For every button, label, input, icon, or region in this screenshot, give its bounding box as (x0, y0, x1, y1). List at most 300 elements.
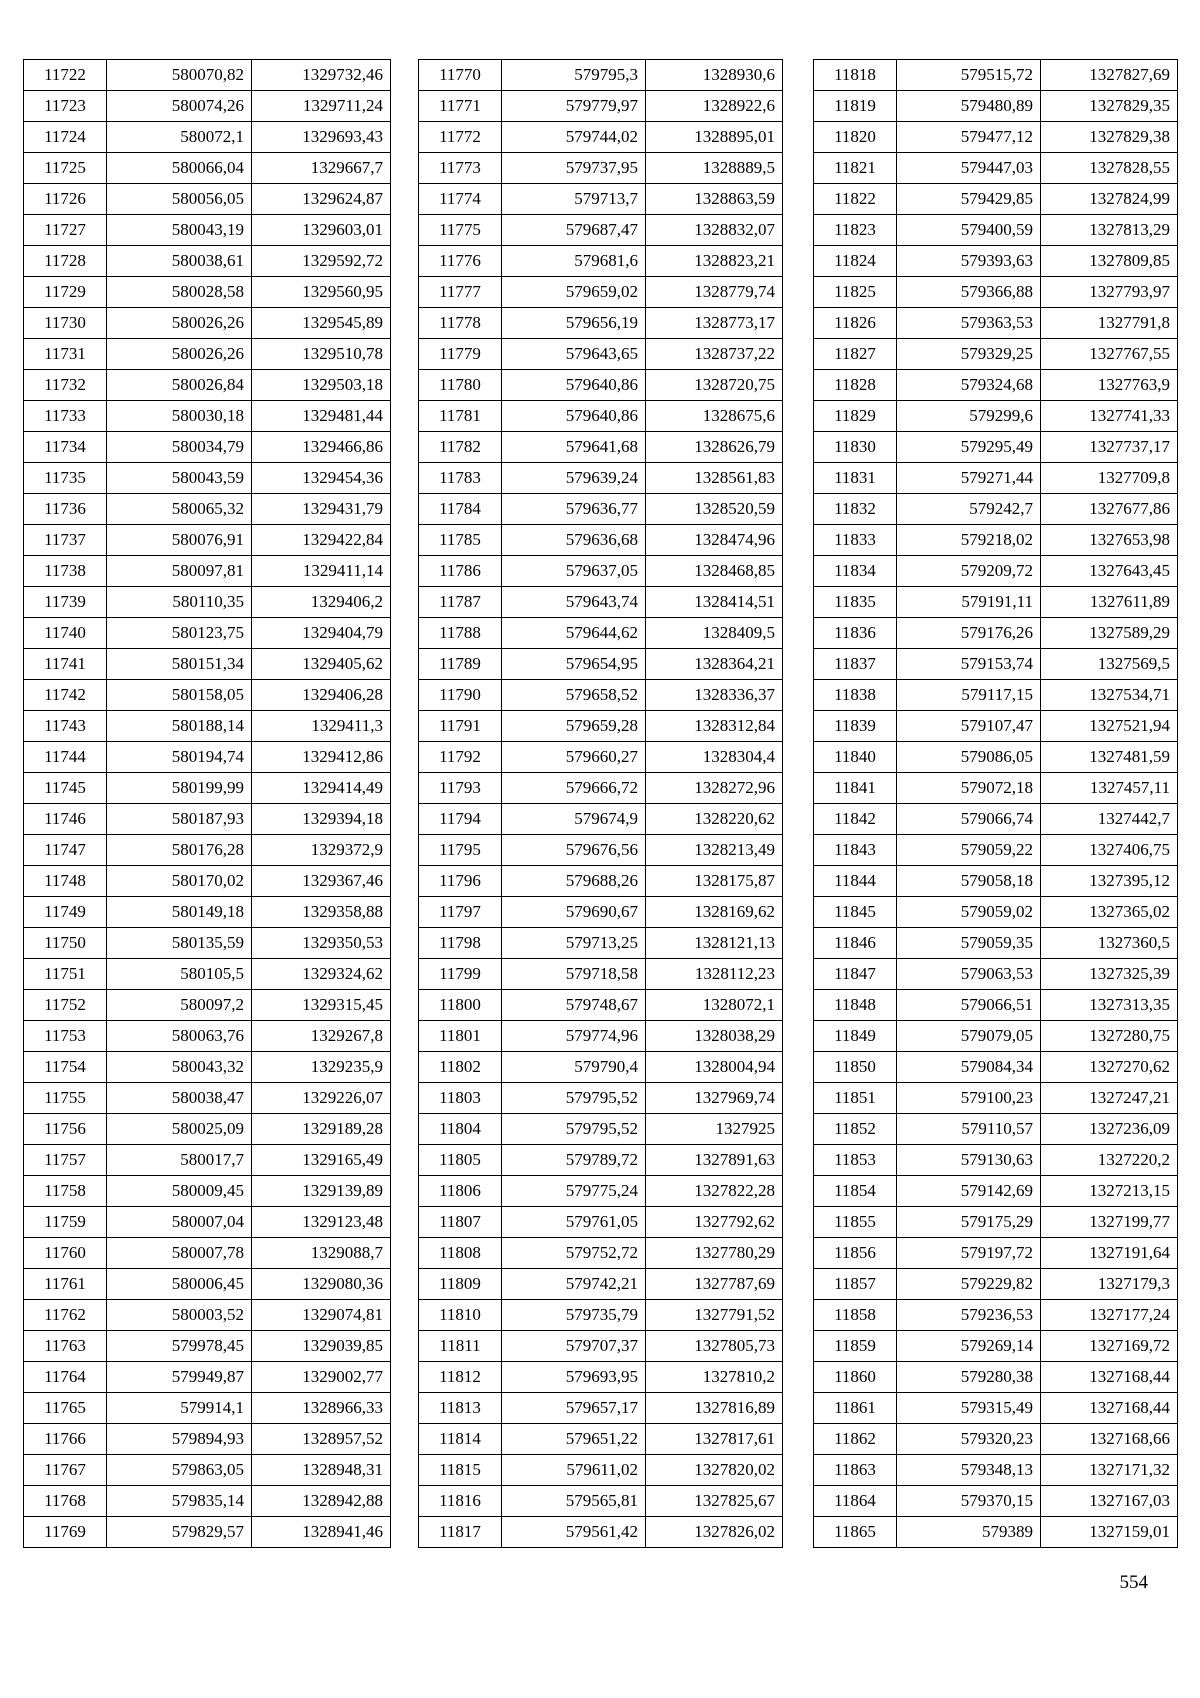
point-number-cell: 11742 (24, 680, 107, 711)
point-number-cell: 11855 (814, 1207, 897, 1238)
table-row (419, 1362, 783, 1393)
y-coordinate-cell: 1327365,02 (1041, 897, 1178, 928)
y-coordinate-cell: 1328895,01 (646, 122, 783, 153)
table-row (24, 308, 391, 339)
table-row (419, 401, 783, 432)
y-coordinate-cell: 1329422,84 (252, 525, 391, 556)
point-number-cell: 11779 (419, 339, 502, 370)
y-coordinate-cell: 1329414,49 (252, 773, 391, 804)
y-coordinate-cell: 1327780,29 (646, 1238, 783, 1269)
point-number-cell: 11819 (814, 91, 897, 122)
point-number-cell: 11785 (419, 525, 502, 556)
x-coordinate-cell: 579795,52 (502, 1114, 646, 1145)
x-coordinate-cell: 579644,62 (502, 618, 646, 649)
y-coordinate-cell: 1328121,13 (646, 928, 783, 959)
x-coordinate-cell: 580026,84 (107, 370, 252, 401)
y-coordinate-cell: 1327653,98 (1041, 525, 1178, 556)
x-coordinate-cell: 579393,63 (897, 246, 1041, 277)
x-coordinate-cell: 580063,76 (107, 1021, 252, 1052)
y-coordinate-cell: 1328364,21 (646, 649, 783, 680)
x-coordinate-cell: 580097,81 (107, 556, 252, 587)
point-number-cell: 11791 (419, 711, 502, 742)
table-row (419, 91, 783, 122)
point-number-cell: 11751 (24, 959, 107, 990)
x-coordinate-cell: 579066,74 (897, 804, 1041, 835)
y-coordinate-cell: 1327827,69 (1041, 60, 1178, 91)
y-coordinate-cell: 1327199,77 (1041, 1207, 1178, 1238)
point-number-cell: 11817 (419, 1517, 502, 1548)
y-coordinate-cell: 1328675,6 (646, 401, 783, 432)
y-coordinate-cell: 1328832,07 (646, 215, 783, 246)
table-row (814, 742, 1178, 773)
y-coordinate-cell: 1327220,2 (1041, 1145, 1178, 1176)
y-coordinate-cell: 1329431,79 (252, 494, 391, 525)
point-number-cell: 11762 (24, 1300, 107, 1331)
x-coordinate-cell: 580176,28 (107, 835, 252, 866)
x-coordinate-cell: 579978,45 (107, 1331, 252, 1362)
y-coordinate-cell: 1327805,73 (646, 1331, 783, 1362)
x-coordinate-cell: 579400,59 (897, 215, 1041, 246)
y-coordinate-cell: 1329667,7 (252, 153, 391, 184)
x-coordinate-cell: 580066,04 (107, 153, 252, 184)
x-coordinate-cell: 579348,13 (897, 1455, 1041, 1486)
y-coordinate-cell: 1328272,96 (646, 773, 783, 804)
table-row (419, 649, 783, 680)
point-number-cell: 11848 (814, 990, 897, 1021)
x-coordinate-cell: 579718,58 (502, 959, 646, 990)
x-coordinate-cell: 580158,05 (107, 680, 252, 711)
point-number-cell: 11733 (24, 401, 107, 432)
y-coordinate-cell: 1329235,9 (252, 1052, 391, 1083)
x-coordinate-cell: 579688,26 (502, 866, 646, 897)
point-number-cell: 11796 (419, 866, 502, 897)
x-coordinate-cell: 579659,02 (502, 277, 646, 308)
point-number-cell: 11816 (419, 1486, 502, 1517)
table-row (814, 1393, 1178, 1424)
table-row (24, 1021, 391, 1052)
x-coordinate-cell: 579059,02 (897, 897, 1041, 928)
point-number-cell: 11760 (24, 1238, 107, 1269)
x-coordinate-cell: 579363,53 (897, 308, 1041, 339)
table-row (24, 1238, 391, 1269)
x-coordinate-cell: 579086,05 (897, 742, 1041, 773)
point-number-cell: 11737 (24, 525, 107, 556)
y-coordinate-cell: 1329603,01 (252, 215, 391, 246)
x-coordinate-cell: 579779,97 (502, 91, 646, 122)
point-number-cell: 11782 (419, 432, 502, 463)
y-coordinate-cell: 1329394,18 (252, 804, 391, 835)
table-row (24, 897, 391, 928)
point-number-cell: 11732 (24, 370, 107, 401)
point-number-cell: 11729 (24, 277, 107, 308)
table-row (419, 866, 783, 897)
x-coordinate-cell: 579775,24 (502, 1176, 646, 1207)
table-row (814, 928, 1178, 959)
table-row (419, 1052, 783, 1083)
y-coordinate-cell: 1327791,8 (1041, 308, 1178, 339)
y-coordinate-cell: 1327969,74 (646, 1083, 783, 1114)
point-number-cell: 11833 (814, 525, 897, 556)
x-coordinate-cell: 579676,56 (502, 835, 646, 866)
table-row (419, 60, 783, 91)
point-number-cell: 11798 (419, 928, 502, 959)
point-number-cell: 11822 (814, 184, 897, 215)
y-coordinate-cell: 1327167,03 (1041, 1486, 1178, 1517)
table-row (419, 432, 783, 463)
table-row (24, 401, 391, 432)
point-number-cell: 11734 (24, 432, 107, 463)
point-number-cell: 11805 (419, 1145, 502, 1176)
point-number-cell: 11755 (24, 1083, 107, 1114)
x-coordinate-cell: 579389 (897, 1517, 1041, 1548)
point-number-cell: 11811 (419, 1331, 502, 1362)
point-number-cell: 11820 (814, 122, 897, 153)
x-coordinate-cell: 579315,49 (897, 1393, 1041, 1424)
y-coordinate-cell: 1327792,62 (646, 1207, 783, 1238)
table-row (419, 463, 783, 494)
y-coordinate-cell: 1327828,55 (1041, 153, 1178, 184)
x-coordinate-cell: 579429,85 (897, 184, 1041, 215)
point-number-cell: 11836 (814, 618, 897, 649)
y-coordinate-cell: 1329411,3 (252, 711, 391, 742)
point-number-cell: 11854 (814, 1176, 897, 1207)
table-row (814, 990, 1178, 1021)
point-number-cell: 11741 (24, 649, 107, 680)
table-row (814, 1145, 1178, 1176)
point-number-cell: 11837 (814, 649, 897, 680)
x-coordinate-cell: 579191,11 (897, 587, 1041, 618)
y-coordinate-cell: 1328414,51 (646, 587, 783, 618)
y-coordinate-cell: 1329481,44 (252, 401, 391, 432)
x-coordinate-cell: 580043,59 (107, 463, 252, 494)
point-number-cell: 11728 (24, 246, 107, 277)
y-coordinate-cell: 1327826,02 (646, 1517, 783, 1548)
x-coordinate-cell: 579059,22 (897, 835, 1041, 866)
point-number-cell: 11753 (24, 1021, 107, 1052)
point-number-cell: 11725 (24, 153, 107, 184)
x-coordinate-cell: 579752,72 (502, 1238, 646, 1269)
table-row (419, 215, 783, 246)
table-row (24, 184, 391, 215)
y-coordinate-cell: 1328038,29 (646, 1021, 783, 1052)
y-coordinate-cell: 1328520,59 (646, 494, 783, 525)
y-coordinate-cell: 1329189,28 (252, 1114, 391, 1145)
table-row (814, 804, 1178, 835)
x-coordinate-cell: 580043,19 (107, 215, 252, 246)
point-number-cell: 11776 (419, 246, 502, 277)
table-row (24, 1269, 391, 1300)
y-coordinate-cell: 1327168,66 (1041, 1424, 1178, 1455)
table-row (24, 122, 391, 153)
table-row (814, 649, 1178, 680)
point-number-cell: 11775 (419, 215, 502, 246)
x-coordinate-cell: 579066,51 (897, 990, 1041, 1021)
x-coordinate-cell: 579707,37 (502, 1331, 646, 1362)
table-row (814, 711, 1178, 742)
table-row (814, 153, 1178, 184)
x-coordinate-cell: 579280,38 (897, 1362, 1041, 1393)
x-coordinate-cell: 579863,05 (107, 1455, 252, 1486)
x-coordinate-cell: 579735,79 (502, 1300, 646, 1331)
point-number-cell: 11761 (24, 1269, 107, 1300)
point-number-cell: 11771 (419, 91, 502, 122)
point-number-cell: 11843 (814, 835, 897, 866)
y-coordinate-cell: 1329510,78 (252, 339, 391, 370)
table-row (814, 308, 1178, 339)
x-coordinate-cell: 579480,89 (897, 91, 1041, 122)
x-coordinate-cell: 579690,67 (502, 897, 646, 928)
table-row (419, 773, 783, 804)
y-coordinate-cell: 1329503,18 (252, 370, 391, 401)
point-number-cell: 11743 (24, 711, 107, 742)
table-row (24, 1114, 391, 1145)
point-number-cell: 11772 (419, 122, 502, 153)
x-coordinate-cell: 579175,29 (897, 1207, 1041, 1238)
point-number-cell: 11839 (814, 711, 897, 742)
coordinate-tables (0, 59, 1200, 1557)
y-coordinate-cell: 1327521,94 (1041, 711, 1178, 742)
table-row (814, 463, 1178, 494)
x-coordinate-cell: 579107,47 (897, 711, 1041, 742)
x-coordinate-cell: 580028,58 (107, 277, 252, 308)
table-row (814, 525, 1178, 556)
point-number-cell: 11865 (814, 1517, 897, 1548)
point-number-cell: 11726 (24, 184, 107, 215)
table-row (419, 618, 783, 649)
y-coordinate-cell: 1328561,83 (646, 463, 783, 494)
point-number-cell: 11835 (814, 587, 897, 618)
x-coordinate-cell: 580110,35 (107, 587, 252, 618)
table-row (419, 494, 783, 525)
point-number-cell: 11780 (419, 370, 502, 401)
point-number-cell: 11859 (814, 1331, 897, 1362)
table-row (814, 1331, 1178, 1362)
y-coordinate-cell: 1327236,09 (1041, 1114, 1178, 1145)
y-coordinate-cell: 1329074,81 (252, 1300, 391, 1331)
table-row (814, 1424, 1178, 1455)
x-coordinate-cell: 580009,45 (107, 1176, 252, 1207)
point-number-cell: 11823 (814, 215, 897, 246)
table-row (814, 1052, 1178, 1083)
table-row (419, 928, 783, 959)
x-coordinate-cell: 580038,47 (107, 1083, 252, 1114)
y-coordinate-cell: 1327168,44 (1041, 1362, 1178, 1393)
point-number-cell: 11748 (24, 866, 107, 897)
table-row (814, 959, 1178, 990)
x-coordinate-cell: 579242,7 (897, 494, 1041, 525)
point-number-cell: 11827 (814, 339, 897, 370)
y-coordinate-cell: 1327191,64 (1041, 1238, 1178, 1269)
point-number-cell: 11724 (24, 122, 107, 153)
table-row (419, 277, 783, 308)
x-coordinate-cell: 579681,6 (502, 246, 646, 277)
table-row (419, 959, 783, 990)
x-coordinate-cell: 579058,18 (897, 866, 1041, 897)
point-number-cell: 11861 (814, 1393, 897, 1424)
table-row (24, 246, 391, 277)
table-row (419, 1455, 783, 1486)
point-number-cell: 11842 (814, 804, 897, 835)
y-coordinate-cell: 1327825,67 (646, 1486, 783, 1517)
x-coordinate-cell: 579153,74 (897, 649, 1041, 680)
y-coordinate-cell: 1327177,24 (1041, 1300, 1178, 1331)
point-number-cell: 11818 (814, 60, 897, 91)
table-row (814, 1486, 1178, 1517)
x-coordinate-cell: 579197,72 (897, 1238, 1041, 1269)
y-coordinate-cell: 1327767,55 (1041, 339, 1178, 370)
x-coordinate-cell: 580097,2 (107, 990, 252, 1021)
table-row (24, 153, 391, 184)
y-coordinate-cell: 1327643,45 (1041, 556, 1178, 587)
point-number-cell: 11788 (419, 618, 502, 649)
y-coordinate-cell: 1328889,5 (646, 153, 783, 184)
point-number-cell: 11758 (24, 1176, 107, 1207)
x-coordinate-cell: 579117,15 (897, 680, 1041, 711)
x-coordinate-cell: 579299,6 (897, 401, 1041, 432)
y-coordinate-cell: 1329405,62 (252, 649, 391, 680)
table-row (814, 432, 1178, 463)
coordinate-table-2 (418, 59, 783, 1548)
point-number-cell: 11829 (814, 401, 897, 432)
x-coordinate-cell: 579640,86 (502, 401, 646, 432)
x-coordinate-cell: 580007,04 (107, 1207, 252, 1238)
x-coordinate-cell: 579370,15 (897, 1486, 1041, 1517)
table-row (814, 1176, 1178, 1207)
y-coordinate-cell: 1328922,6 (646, 91, 783, 122)
x-coordinate-cell: 579320,23 (897, 1424, 1041, 1455)
point-number-cell: 11844 (814, 866, 897, 897)
table-row (24, 835, 391, 866)
x-coordinate-cell: 580007,78 (107, 1238, 252, 1269)
point-number-cell: 11857 (814, 1269, 897, 1300)
x-coordinate-cell: 580072,1 (107, 122, 252, 153)
point-number-cell: 11809 (419, 1269, 502, 1300)
x-coordinate-cell: 579059,35 (897, 928, 1041, 959)
table-row (419, 246, 783, 277)
table-row (419, 1238, 783, 1269)
x-coordinate-cell: 579742,21 (502, 1269, 646, 1300)
table-row (24, 1455, 391, 1486)
y-coordinate-cell: 1327817,61 (646, 1424, 783, 1455)
point-number-cell: 11766 (24, 1424, 107, 1455)
y-coordinate-cell: 1327159,01 (1041, 1517, 1178, 1548)
y-coordinate-cell: 1328468,85 (646, 556, 783, 587)
y-coordinate-cell: 1329412,86 (252, 742, 391, 773)
y-coordinate-cell: 1327925 (646, 1114, 783, 1145)
point-number-cell: 11783 (419, 463, 502, 494)
table-row (24, 959, 391, 990)
y-coordinate-cell: 1327325,39 (1041, 959, 1178, 990)
x-coordinate-cell: 580043,32 (107, 1052, 252, 1083)
table-row (419, 1207, 783, 1238)
point-number-cell: 11812 (419, 1362, 502, 1393)
y-coordinate-cell: 1327816,89 (646, 1393, 783, 1424)
x-coordinate-cell: 579561,42 (502, 1517, 646, 1548)
table-row (24, 990, 391, 1021)
y-coordinate-cell: 1329545,89 (252, 308, 391, 339)
x-coordinate-cell: 579565,81 (502, 1486, 646, 1517)
y-coordinate-cell: 1327313,35 (1041, 990, 1178, 1021)
x-coordinate-cell: 579949,87 (107, 1362, 252, 1393)
point-number-cell: 11840 (814, 742, 897, 773)
x-coordinate-cell: 579713,7 (502, 184, 646, 215)
y-coordinate-cell: 1328112,23 (646, 959, 783, 990)
table-row (814, 1455, 1178, 1486)
y-coordinate-cell: 1327829,35 (1041, 91, 1178, 122)
x-coordinate-cell: 580151,34 (107, 649, 252, 680)
x-coordinate-cell: 579693,95 (502, 1362, 646, 1393)
point-number-cell: 11730 (24, 308, 107, 339)
table-row (419, 153, 783, 184)
x-coordinate-cell: 579674,9 (502, 804, 646, 835)
y-coordinate-cell: 1327406,75 (1041, 835, 1178, 866)
point-number-cell: 11815 (419, 1455, 502, 1486)
point-number-cell: 11826 (814, 308, 897, 339)
x-coordinate-cell: 579687,47 (502, 215, 646, 246)
y-coordinate-cell: 1329358,88 (252, 897, 391, 928)
point-number-cell: 11774 (419, 184, 502, 215)
y-coordinate-cell: 1328072,1 (646, 990, 783, 1021)
table-row (814, 215, 1178, 246)
x-coordinate-cell: 580194,74 (107, 742, 252, 773)
y-coordinate-cell: 1328930,6 (646, 60, 783, 91)
y-coordinate-cell: 1329624,87 (252, 184, 391, 215)
point-number-cell: 11793 (419, 773, 502, 804)
point-number-cell: 11825 (814, 277, 897, 308)
table-row (24, 1517, 391, 1548)
point-number-cell: 11789 (419, 649, 502, 680)
point-number-cell: 11800 (419, 990, 502, 1021)
point-number-cell: 11830 (814, 432, 897, 463)
table-row (814, 866, 1178, 897)
point-number-cell: 11744 (24, 742, 107, 773)
y-coordinate-cell: 1328220,62 (646, 804, 783, 835)
point-number-cell: 11786 (419, 556, 502, 587)
x-coordinate-cell: 579329,25 (897, 339, 1041, 370)
x-coordinate-cell: 579063,53 (897, 959, 1041, 990)
y-coordinate-cell: 1329560,95 (252, 277, 391, 308)
y-coordinate-cell: 1329039,85 (252, 1331, 391, 1362)
table-row (814, 494, 1178, 525)
point-number-cell: 11787 (419, 587, 502, 618)
point-number-cell: 11850 (814, 1052, 897, 1083)
table-row (814, 122, 1178, 153)
table-row (24, 618, 391, 649)
point-number-cell: 11790 (419, 680, 502, 711)
y-coordinate-cell: 1327787,69 (646, 1269, 783, 1300)
table-row (24, 1362, 391, 1393)
x-coordinate-cell: 580105,5 (107, 959, 252, 990)
table-row (419, 525, 783, 556)
y-coordinate-cell: 1329411,14 (252, 556, 391, 587)
x-coordinate-cell: 579072,18 (897, 773, 1041, 804)
table-row (24, 1393, 391, 1424)
x-coordinate-cell: 579666,72 (502, 773, 646, 804)
table-row (24, 680, 391, 711)
point-number-cell: 11752 (24, 990, 107, 1021)
x-coordinate-cell: 580070,82 (107, 60, 252, 91)
x-coordinate-cell: 579660,27 (502, 742, 646, 773)
table-row (419, 184, 783, 215)
y-coordinate-cell: 1327168,44 (1041, 1393, 1178, 1424)
point-number-cell: 11759 (24, 1207, 107, 1238)
x-coordinate-cell: 579657,17 (502, 1393, 646, 1424)
y-coordinate-cell: 1329226,07 (252, 1083, 391, 1114)
table-row (24, 339, 391, 370)
point-number-cell: 11727 (24, 215, 107, 246)
y-coordinate-cell: 1327791,52 (646, 1300, 783, 1331)
point-number-cell: 11723 (24, 91, 107, 122)
